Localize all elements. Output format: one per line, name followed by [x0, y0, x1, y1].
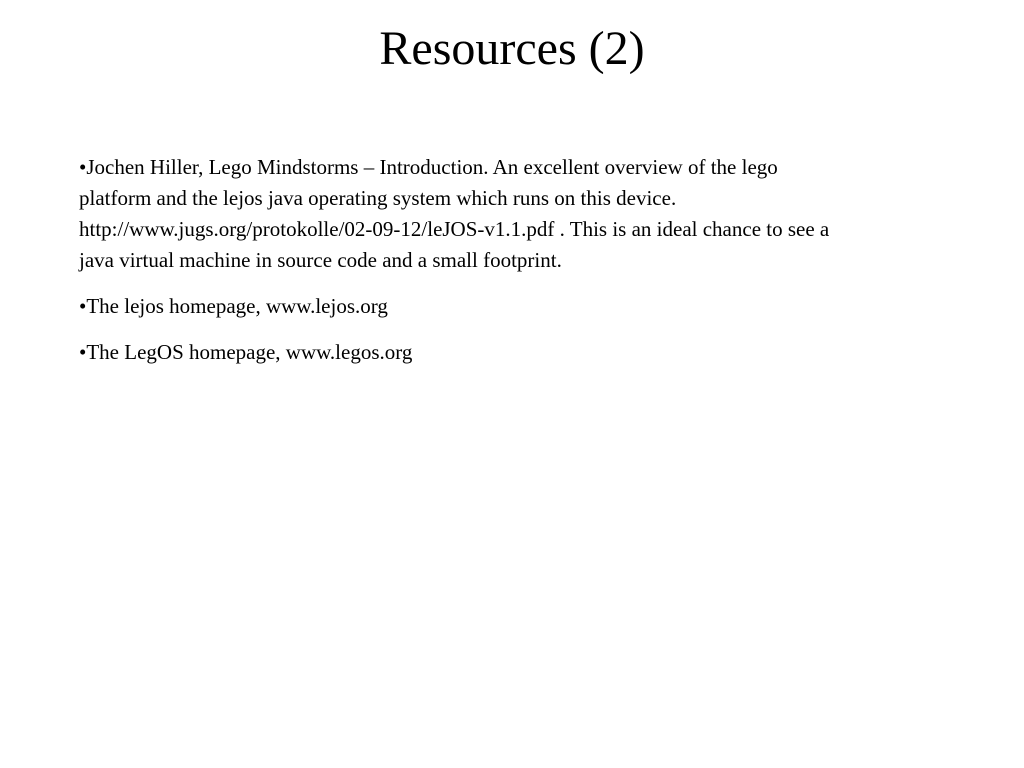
bullet-item-lejos-homepage: [79, 291, 854, 322]
bullet-item-jochen-hiller: [79, 152, 854, 276]
slide-title: Resources (2): [379, 22, 645, 75]
bullet-text: The lejos homepage, www.lejos.org: [86, 294, 388, 318]
bullet-list: [79, 152, 854, 368]
bullet-icon: •: [79, 155, 87, 179]
bullet-icon: •: [79, 340, 87, 364]
bullet-text: Jochen Hiller, Lego Mindstorms – Introduction. An excellent overview of the lego platform and the lejos java operating system which runs on this device. http://www.jugs.org/protokolle/02-09-12/leJOS-v1.1.pdf . This is an ideal chance to see a java virtual machine in source code and a small footprint.: [79, 155, 830, 272]
bullet-text: The LegOS homepage, www.legos.org: [86, 340, 413, 364]
bullet-item-legos-homepage: [79, 337, 854, 368]
bullet-icon: •: [79, 294, 87, 318]
